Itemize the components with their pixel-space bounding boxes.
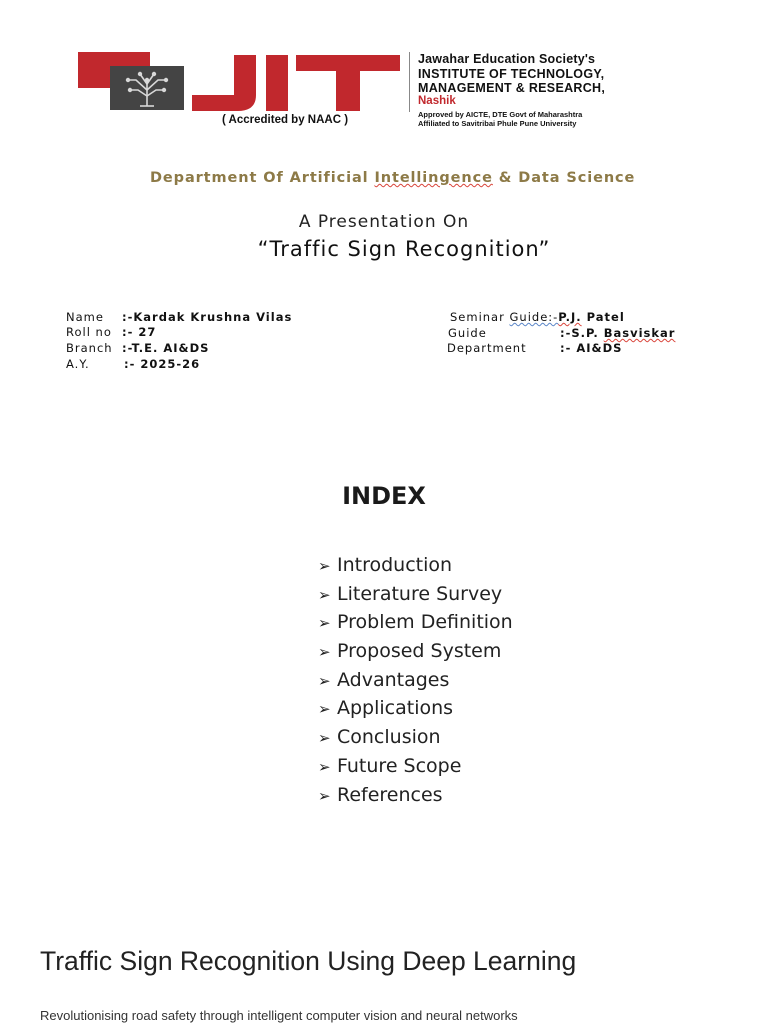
index-item-label: Applications bbox=[337, 697, 454, 720]
footer-title: Traffic Sign Recognition Using Deep Learning bbox=[40, 946, 577, 976]
detail-seminar-guide-value-b: Patel bbox=[581, 310, 625, 324]
list-item bbox=[318, 608, 513, 637]
list-item bbox=[318, 781, 513, 810]
detail-roll-label: Roll no bbox=[66, 325, 112, 339]
list-item bbox=[318, 580, 513, 609]
institute-approval: Approved by AICTE, DTE Govt of Maharashtra bbox=[418, 110, 583, 119]
index-heading: INDEX bbox=[342, 482, 426, 510]
detail-name-label: Name bbox=[66, 310, 104, 324]
list-item bbox=[318, 637, 513, 666]
detail-department-value: :- AI&DS bbox=[560, 341, 623, 355]
list-item bbox=[318, 752, 513, 781]
presentation-title: “Traffic Sign Recognition” bbox=[257, 237, 551, 261]
detail-branch-label: Branch bbox=[66, 341, 113, 355]
department-suffix: & Data Science bbox=[492, 170, 636, 186]
arrowhead-bullet-icon: ➢ bbox=[318, 643, 331, 662]
index-item-label: Proposed System bbox=[337, 640, 502, 663]
department-name bbox=[150, 170, 635, 186]
detail-roll-value: :- 27 bbox=[122, 325, 157, 339]
index-item-label: Problem Definition bbox=[337, 611, 513, 634]
detail-ay-label: A.Y. bbox=[66, 357, 90, 371]
detail-guide bbox=[448, 326, 675, 340]
logo-letter-i bbox=[266, 55, 288, 111]
detail-name bbox=[66, 310, 292, 324]
department-prefix: Department Of Artificial bbox=[150, 170, 375, 186]
arrowhead-bullet-icon: ➢ bbox=[318, 729, 331, 748]
arrowhead-bullet-icon: ➢ bbox=[318, 557, 331, 575]
detail-seminar-guide bbox=[450, 310, 625, 324]
arrowhead-bullet-icon: ➢ bbox=[318, 757, 331, 776]
index-list bbox=[318, 551, 513, 809]
arrowhead-bullet-icon: ➢ bbox=[318, 700, 331, 719]
index-item-label: Future Scope bbox=[337, 754, 462, 777]
list-item bbox=[318, 723, 513, 752]
list-item bbox=[318, 666, 513, 695]
presentation-heading: A Presentation On bbox=[298, 212, 470, 232]
index-item-label: References bbox=[337, 783, 443, 806]
department-highlight: Intellingence bbox=[374, 170, 493, 186]
institute-name-line1: INSTITUTE OF TECHNOLOGY, bbox=[418, 67, 605, 81]
logo-letter-j bbox=[188, 55, 256, 111]
institute-name-line2: MANAGEMENT & RESEARCH, bbox=[418, 81, 606, 95]
footer-subtitle: Revolutionising road safety through intelligent computer vision and neural networks bbox=[40, 1008, 518, 1023]
index-item-label: Advantages bbox=[337, 668, 450, 691]
detail-seminar-guide-label-b: Guide:- bbox=[509, 310, 559, 324]
detail-branch bbox=[66, 341, 209, 355]
detail-ay-value: :- 2025-26 bbox=[124, 357, 201, 371]
detail-department-label: Department bbox=[447, 341, 527, 355]
detail-department bbox=[447, 341, 622, 355]
detail-name-value: :-Kardak Krushna Vilas bbox=[122, 310, 293, 324]
detail-academic-year bbox=[66, 357, 200, 371]
logo-divider bbox=[409, 52, 410, 112]
arrowhead-bullet-icon: ➢ bbox=[318, 585, 331, 604]
detail-branch-value: :-T.E. AI&DS bbox=[122, 341, 210, 355]
list-item bbox=[318, 551, 513, 580]
index-item-label: Conclusion bbox=[337, 726, 441, 749]
logo-letter-t-stem bbox=[336, 55, 360, 111]
institute-city: Nashik bbox=[418, 95, 456, 107]
arrowhead-bullet-icon: ➢ bbox=[318, 671, 331, 690]
detail-seminar-guide-value-a: P.J. bbox=[558, 310, 582, 324]
index-item-label: Literature Survey bbox=[337, 582, 503, 605]
arrowhead-bullet-icon: ➢ bbox=[318, 786, 331, 805]
detail-guide-value-a: :-S.P. bbox=[560, 326, 604, 340]
list-item bbox=[318, 694, 513, 723]
index-item-label: Introduction bbox=[337, 554, 453, 576]
detail-guide-value-b: Basviskar bbox=[603, 326, 676, 340]
detail-guide-label: Guide bbox=[448, 326, 487, 340]
institute-society: Jawahar Education Society's bbox=[418, 52, 596, 66]
detail-seminar-guide-label-a: Seminar bbox=[450, 310, 510, 324]
detail-roll bbox=[66, 325, 156, 339]
institute-affiliation: Affiliated to Savitribai Phule Pune University bbox=[418, 119, 577, 128]
circuit-tree-icon bbox=[110, 66, 184, 110]
logo-accreditation: ( Accredited by NAAC ) bbox=[221, 114, 349, 126]
arrowhead-bullet-icon: ➢ bbox=[318, 614, 331, 633]
